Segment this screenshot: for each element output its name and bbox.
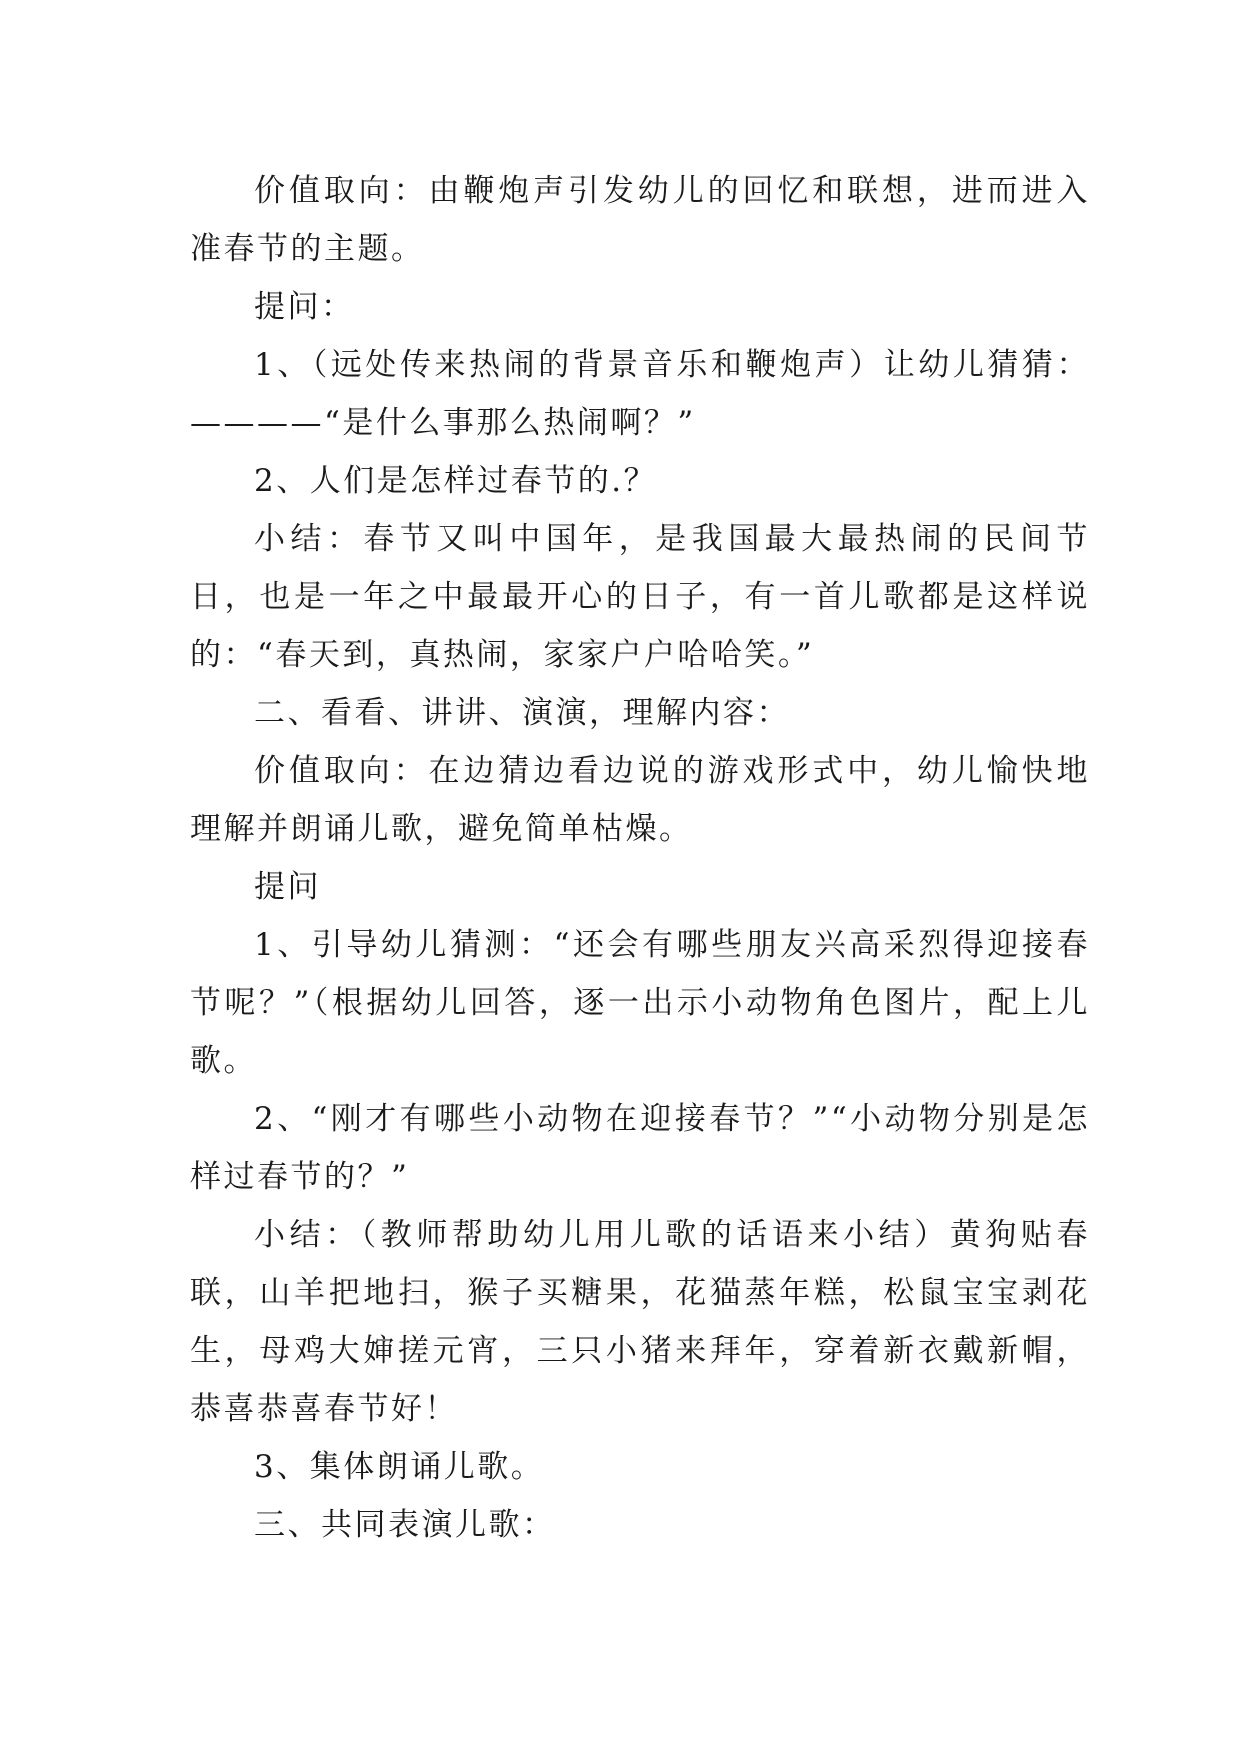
paragraph-summary-2: 小结：（教师帮助幼儿用儿歌的话语来小结）黄狗贴春联，山羊把地扫，猴子买糖果，花猫蒸年糕，松鼠宝宝剥花生，母鸡大婶搓元宵，三只小猪来拜年，穿着新衣戴新帽，恭喜恭喜春节好！: [190, 1217, 1090, 1427]
paragraph-guide-question-2: 2、“刚才有哪些小动物在迎接春节？”“小动物分别是怎样过春节的？”: [190, 1101, 1090, 1195]
paragraph-recite: 3、集体朗诵儿歌。: [254, 1449, 545, 1485]
paragraph-question-heading-2: 提问: [254, 869, 321, 905]
paragraph-question-1: 1、（远处传来热闹的背景音乐和鞭炮声）让幼儿猜猜：————“是什么事那么热闹啊？”: [190, 347, 1090, 441]
paragraph-question-heading-1: 提问：: [254, 289, 355, 325]
paragraph-section-2-heading: 二、看看、讲讲、演演，理解内容：: [254, 695, 790, 731]
paragraph-summary-1: 小结：春节又叫中国年，是我国最大最热闹的民间节日，也是一年之中最最开心的日子，有一首儿歌都是这样说的：“春天到，真热闹，家家户户哈哈笑。”: [190, 521, 1090, 673]
paragraph-section-3-heading: 三、共同表演儿歌：: [254, 1507, 556, 1543]
paragraph-value-orientation-1: 价值取向：由鞭炮声引发幼儿的回忆和联想，进而进入准春节的主题。: [190, 173, 1090, 267]
paragraph-value-orientation-2: 价值取向：在边猜边看边说的游戏形式中，幼儿愉快地理解并朗诵儿歌，避免简单枯燥。: [190, 753, 1090, 847]
paragraph-question-2: 2、人们是怎样过春节的.？: [254, 463, 658, 499]
paragraph-guide-question-1: 1、引导幼儿猜测：“还会有哪些朋友兴高采烈得迎接春节呢？”（根据幼儿回答，逐一出示小动物角色图片，配上儿歌。: [190, 927, 1090, 1079]
